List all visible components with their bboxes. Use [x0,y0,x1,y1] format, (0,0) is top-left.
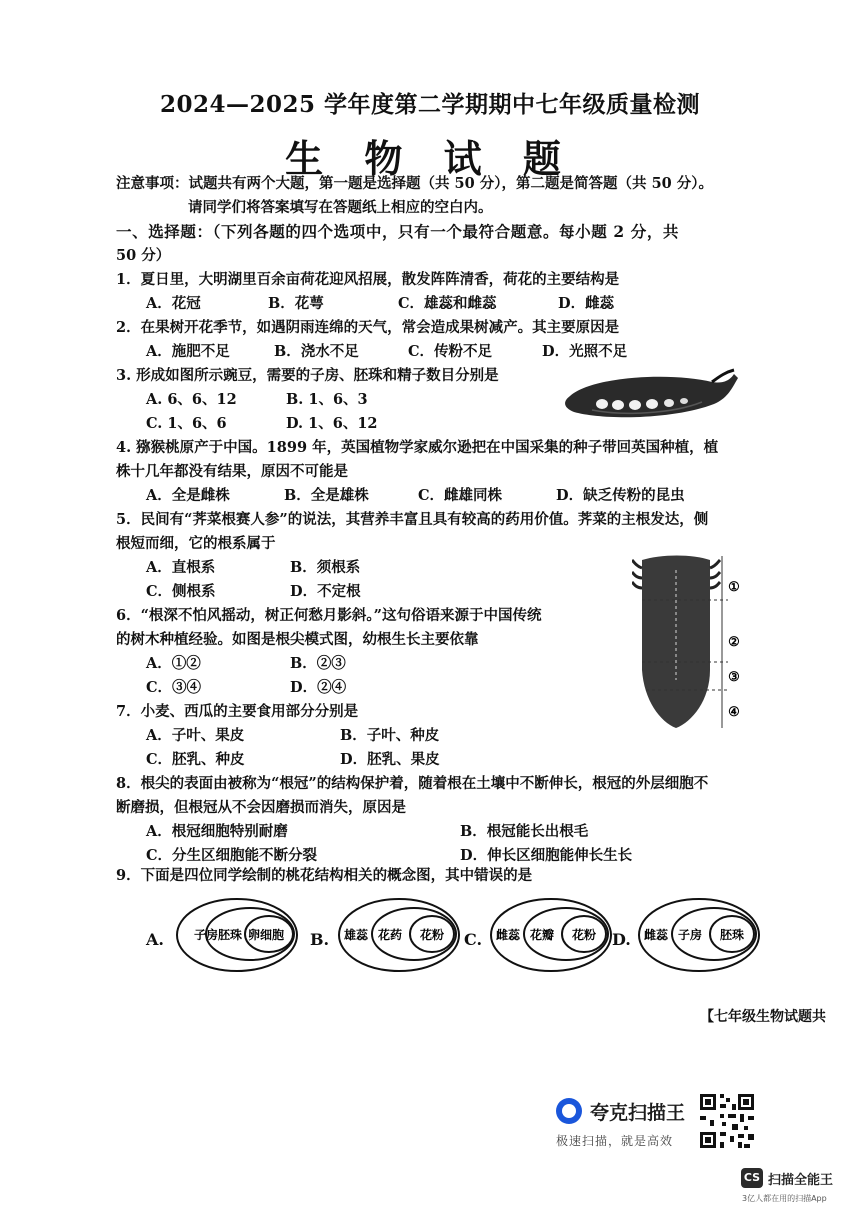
q2-stem: 2．在果树开花季节，如遇阴雨连绵的天气，常会造成果树减产。其主要原因是 [116,319,620,336]
root-zone-1-label: ① [728,580,740,595]
camscanner-slogan: 3亿人都在用的扫描App [742,1194,827,1203]
q9-b-inner-label: 花粉 [420,928,445,942]
qr-code-image [698,1092,756,1150]
section1-heading-cont: 50 分） [116,247,171,264]
root-zone-2-label: ② [728,635,740,650]
q5-stem-line-2: 根短而细，它的根系属于 [116,535,276,552]
q9-a-outer-label: 子房 [194,928,219,942]
notice-line-1: 注意事项：试题共有两个大题，第一题是选择题（共 50 分），第二题是简答题（共 50 分）。 [116,175,714,192]
notice-line-2: 请同学们将答案填写在答题纸上相应的空白内。 [188,199,493,216]
subject-title: 生 物 试 题 [285,136,575,181]
q9-c-middle-label: 花瓣 [530,928,555,942]
root-zone-4-label: ④ [728,705,740,720]
q2-option-d: D．光照不足 [542,343,628,360]
q4-option-c: C．雌雄同株 [418,487,503,504]
q9-diagram-a-letter: A. [146,930,164,949]
q2-option-a: A．施肥不足 [146,343,230,360]
q7-option-a: A．子叶、果皮 [146,727,245,744]
q6-option-c: C．③④ [146,679,202,696]
q8-stem-line-2: 断磨损，但根冠从不会因磨损而消失，原因是 [116,799,406,816]
pea-pod-image [562,368,742,426]
root-zone-3-label: ③ [728,670,740,685]
quark-scanner-name: 夸克扫描王 [590,1102,686,1124]
q4-stem-line-1: 4. 猕猴桃原产于中国。1899 年，英国植物学家威尔逊把在中国采集的种子带回英国种植，植 [116,439,719,456]
q9-diagram-d [636,896,762,974]
q9-b-outer-label: 雄蕊 [344,928,369,942]
q9-diagram-d-letter: D. [612,930,631,949]
q9-d-outer-label: 雌蕊 [644,928,669,942]
q4-option-a: A．全是雌株 [146,487,230,504]
q9-diagram-b [336,896,462,974]
camscanner-logo-icon: CS [741,1168,763,1188]
q1-option-d: D．雌蕊 [558,295,615,312]
q8-option-b: B．根冠能长出根毛 [460,823,589,840]
q6-stem-line-1: 6．“根深不怕风摇动，树正何愁月影斜。”这句俗语来源于中国传统 [116,607,542,624]
q9-c-inner-label: 花粉 [572,928,597,942]
page-footer-tag: 【七年级生物试题共 [700,1009,826,1025]
q8-option-a: A．根冠细胞特别耐磨 [146,823,288,840]
quark-logo-icon [556,1098,582,1124]
q2-option-c: C．传粉不足 [408,343,493,360]
q9-d-inner-label: 胚珠 [720,928,745,942]
q9-a-inner-label: 卵细胞 [248,928,285,942]
q3-stem: 3. 形成如图所示豌豆，需要的子房、胚珠和精子数目分别是 [116,367,499,384]
q9-d-middle-label: 子房 [678,928,703,942]
exam-title: 2024—2025 学年度第二学期期中七年级质量检测 [159,91,701,118]
q4-stem-line-2: 株十几年都没有结果，原因不可能是 [116,463,348,480]
q5-option-d: D．不定根 [290,583,361,600]
q6-option-d: D．②④ [290,679,347,696]
q2-option-b: B．浇水不足 [274,343,359,360]
q1-option-b: B．花萼 [268,295,324,312]
q9-diagram-c-letter: C. [464,930,483,949]
q6-stem-line-2: 的树木种植经验。如图是根尖模式图，幼根生长主要依靠 [116,631,479,648]
camscanner-name: 扫描全能王 [768,1173,834,1188]
q9-stem: 9．下面是四位同学绘制的桃花结构相关的概念图，其中错误的是 [116,867,533,884]
root-tip-diagram [632,550,744,732]
q6-option-b: B．②③ [290,655,346,672]
q7-option-d: D．胚乳、果皮 [340,751,440,768]
q7-option-c: C．胚乳、种皮 [146,751,245,768]
q4-option-b: B．全是雄株 [284,487,369,504]
q9-diagram-c [488,896,614,974]
section1-heading: 一、选择题：（下列各题的四个选项中，只有一个最符合题意。每小题 2 分，共 [116,222,680,241]
q8-option-c: C．分生区细胞能不断分裂 [146,847,318,864]
q6-option-a: A．①② [146,655,201,672]
q4-option-d: D．缺乏传粉的昆虫 [556,487,685,504]
q5-stem-line-1: 5．民间有“荠菜根赛人参”的说法，其营养丰富且具有较高的药用价值。荠菜的主根发达，侧 [116,511,709,528]
q1-option-c: C．雄蕊和雌蕊 [398,295,497,312]
q9-a-middle-label: 胚珠 [218,928,243,942]
q1-stem: 1．夏日里，大明湖里百余亩荷花迎风招展，散发阵阵清香，荷花的主要结构是 [116,271,620,288]
q8-option-d: D．伸长区细胞能伸长生长 [460,847,633,864]
q3-option-d: D. 1、6、12 [286,415,378,432]
q7-option-b: B．子叶、种皮 [340,727,440,744]
q9-diagram-a [174,896,300,974]
q8-stem-line-1: 8．根尖的表面由被称为“根冠”的结构保护着，随着根在土壤中不断伸长，根冠的外层细胞不 [116,775,709,792]
quark-scanner-slogan: 极速扫描，就是高效 [556,1134,674,1148]
q5-option-a: A．直根系 [146,559,216,576]
q3-option-a: A. 6、6、12 [146,391,237,408]
q3-option-c: C. 1、6、6 [146,415,227,432]
q3-option-b: B. 1、6、3 [286,391,368,408]
q9-c-outer-label: 雌蕊 [496,928,521,942]
q1-option-a: A．花冠 [146,295,201,312]
q5-option-b: B．须根系 [290,559,361,576]
q7-stem: 7．小麦、西瓜的主要食用部分分别是 [116,703,359,720]
q9-diagram-b-letter: B. [310,930,330,949]
q9-b-middle-label: 花药 [378,928,403,942]
q5-option-c: C．侧根系 [146,583,216,600]
